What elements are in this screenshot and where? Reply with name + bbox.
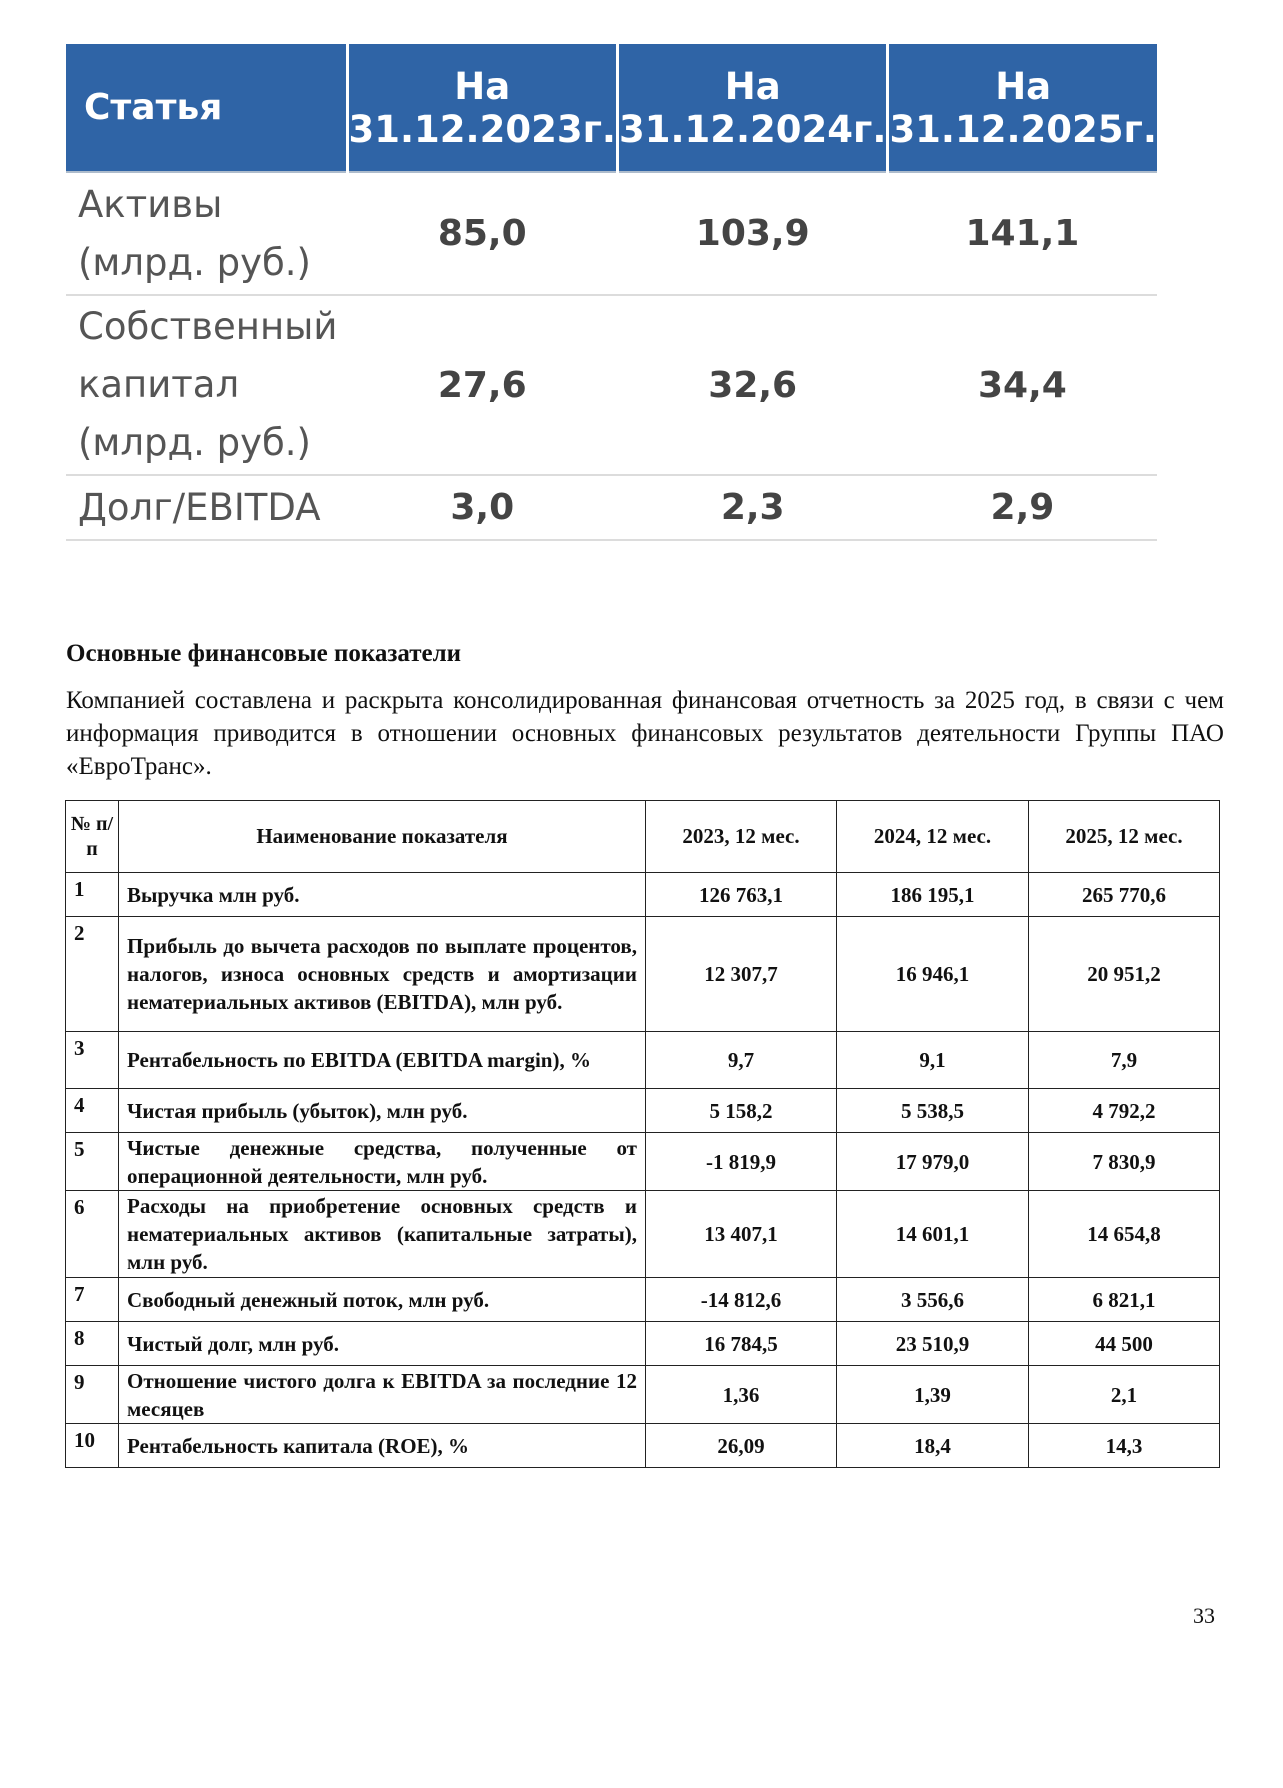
page-number: 33 (1193, 1603, 1215, 1628)
row-value: 17 979,0 (837, 1133, 1029, 1191)
row-number: 7 (66, 1278, 119, 1322)
row-name: Выручка млн руб. (119, 873, 646, 917)
summary-value: 34,4 (888, 295, 1157, 475)
row-value: 5 158,2 (646, 1089, 837, 1133)
table-row (66, 1424, 1220, 1468)
row-name: Отношение чистого долга к EBITDA за последние 12 месяцев (119, 1366, 646, 1424)
row-number: 10 (66, 1424, 119, 1468)
table-row (66, 1278, 1220, 1322)
row-name: Чистые денежные средства, полученные от операционной деятельности, млн руб. (119, 1133, 646, 1191)
row-name: Чистая прибыль (убыток), млн руб. (119, 1089, 646, 1133)
header-number: № п/п (66, 801, 119, 873)
row-value: -14 812,6 (646, 1278, 837, 1322)
row-value: 5 538,5 (837, 1089, 1029, 1133)
intro-paragraph: Компанией составлена и раскрыта консолидированная финансовая отчетность за 2025 год, в связи с чем информация приводится в отношении основных финансовых результатов деятельности Группы ПАО «ЕвроТранс». (66, 687, 1224, 780)
summary-value: 2,9 (888, 475, 1157, 540)
header-period: 2025, 12 мес. (1029, 801, 1220, 873)
summary-table (66, 44, 1157, 541)
summary-value: 141,1 (888, 172, 1157, 295)
summary-value: 85,0 (347, 172, 617, 295)
table-row (66, 1366, 1220, 1424)
summary-row-label: Долг/EBITDA (66, 475, 347, 540)
period-line2: 31.12.2024г. (618, 107, 887, 151)
summary-value: 32,6 (617, 295, 887, 475)
summary-header-period (888, 44, 1157, 172)
row-number: 9 (66, 1366, 119, 1424)
row-value: 26,09 (646, 1424, 837, 1468)
period-line1: На (995, 64, 1052, 108)
period-line2: 31.12.2023г. (348, 107, 616, 151)
row-value: 18,4 (837, 1424, 1029, 1468)
table-row (66, 917, 1220, 1032)
summary-header-row (66, 44, 1157, 172)
table-row (66, 1191, 1220, 1278)
summary-row-label: Активы (млрд. руб.) (66, 172, 347, 295)
indicators-header-row (66, 801, 1220, 873)
row-value: 2,1 (1029, 1366, 1220, 1424)
summary-header-period (347, 44, 617, 172)
row-value: 13 407,1 (646, 1191, 837, 1278)
row-name: Чистый долг, млн руб. (119, 1322, 646, 1366)
summary-value: 103,9 (617, 172, 887, 295)
row-number: 6 (66, 1191, 119, 1278)
row-value: 44 500 (1029, 1322, 1220, 1366)
row-name: Расходы на приобретение основных средств и нематериальных активов (капитальные затраты), млн руб. (119, 1191, 646, 1278)
row-value: 6 821,1 (1029, 1278, 1220, 1322)
row-value: 23 510,9 (837, 1322, 1029, 1366)
header-name: Наименование показателя (119, 801, 646, 873)
row-number: 5 (66, 1133, 119, 1191)
header-period: 2023, 12 мес. (646, 801, 837, 873)
table-row (66, 1089, 1220, 1133)
summary-row (66, 475, 1157, 540)
table-row (66, 1032, 1220, 1089)
summary-header-item: Статья (66, 44, 347, 172)
row-value: 186 195,1 (837, 873, 1029, 917)
summary-row (66, 295, 1157, 475)
row-number: 2 (66, 917, 119, 1032)
table-row (66, 873, 1220, 917)
row-value: 1,36 (646, 1366, 837, 1424)
row-value: 16 946,1 (837, 917, 1029, 1032)
summary-row-label: Собственный капитал (млрд. руб.) (66, 295, 347, 475)
row-value: 16 784,5 (646, 1322, 837, 1366)
row-value: 14 654,8 (1029, 1191, 1220, 1278)
row-value: 20 951,2 (1029, 917, 1220, 1032)
summary-value: 27,6 (347, 295, 617, 475)
summary-value: 3,0 (347, 475, 617, 540)
row-name: Рентабельность капитала (ROE), % (119, 1424, 646, 1468)
row-value: 4 792,2 (1029, 1089, 1220, 1133)
row-number: 4 (66, 1089, 119, 1133)
row-name: Свободный денежный поток, млн руб. (119, 1278, 646, 1322)
summary-value: 2,3 (617, 475, 887, 540)
row-value: 14,3 (1029, 1424, 1220, 1468)
row-value: 126 763,1 (646, 873, 837, 917)
row-value: 3 556,6 (837, 1278, 1029, 1322)
period-line1: На (724, 64, 781, 108)
row-value: -1 819,9 (646, 1133, 837, 1191)
section-title: Основные финансовые показатели (66, 640, 462, 667)
row-value: 7,9 (1029, 1032, 1220, 1089)
row-number: 8 (66, 1322, 119, 1366)
row-value: 265 770,6 (1029, 873, 1220, 917)
row-value: 14 601,1 (837, 1191, 1029, 1278)
row-name: Прибыль до вычета расходов по выплате процентов, налогов, износа основных средств и амортизации нематериальных активов (EBITDA), млн руб. (119, 917, 646, 1032)
row-value: 9,7 (646, 1032, 837, 1089)
row-value: 7 830,9 (1029, 1133, 1220, 1191)
row-value: 9,1 (837, 1032, 1029, 1089)
row-value: 1,39 (837, 1366, 1029, 1424)
table-row (66, 1322, 1220, 1366)
row-name: Рентабельность по EBITDA (EBITDA margin), % (119, 1032, 646, 1089)
row-number: 3 (66, 1032, 119, 1089)
table-row (66, 1133, 1220, 1191)
row-value: 12 307,7 (646, 917, 837, 1032)
row-number: 1 (66, 873, 119, 917)
summary-header-period (617, 44, 887, 172)
financial-indicators-table (65, 800, 1220, 1468)
period-line1: На (454, 64, 511, 108)
header-period: 2024, 12 мес. (837, 801, 1029, 873)
summary-row (66, 172, 1157, 295)
period-line2: 31.12.2025г. (889, 107, 1157, 151)
